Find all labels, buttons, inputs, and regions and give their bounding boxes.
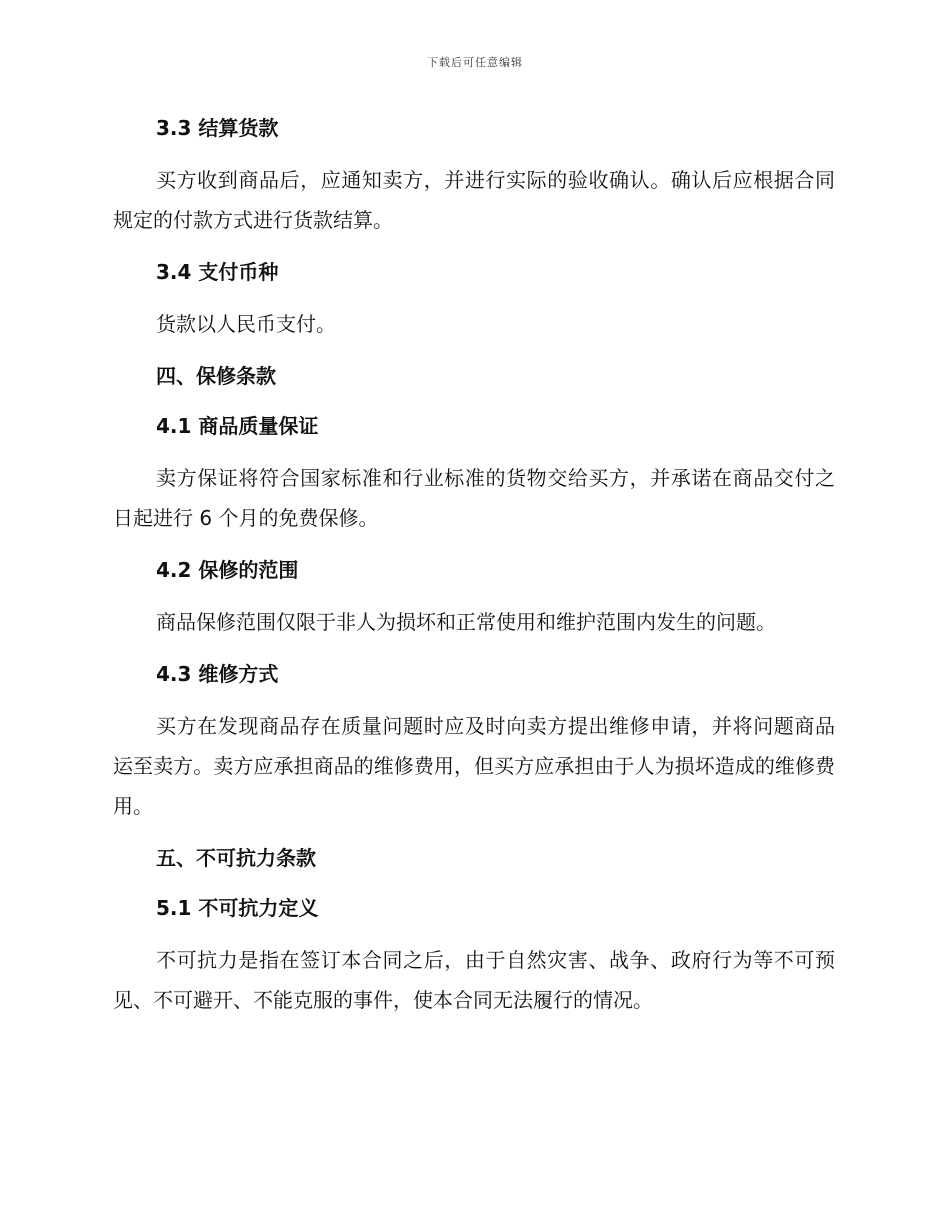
paragraph-4-3: 买方在发现商品存在质量问题时应及时向卖方提出维修申请，并将问题商品运至卖方。卖方应承担商品的维修费用，但买方应承担由于人为损坏造成的维修费用。 — [113, 714, 835, 818]
section-heading-4-3: 4.3 维修方式 — [156, 662, 279, 686]
paragraph-4-1: 卖方保证将符合国家标准和行业标准的货物交给买方，并承诺在商品交付之日起进行 6 个月的免费保修。 — [113, 466, 835, 530]
section-heading-4-2: 4.2 保修的范围 — [156, 558, 299, 582]
document-body — [113, 110, 835, 1020]
section-heading-5-1: 5.1 不可抗力定义 — [156, 896, 319, 920]
paragraph-5-1: 不可抗力是指在签订本合同之后，由于自然灾害、战争、政府行为等不可预见、不可避开、不能克服的事件，使本合同无法履行的情况。 — [113, 948, 835, 1012]
chapter-heading-4: 四、保修条款 — [156, 364, 276, 388]
section-heading-3-4: 3.4 支付币种 — [156, 260, 279, 284]
paragraph-3-4: 货款以人民币支付。 — [156, 312, 336, 336]
chapter-heading-5: 五、不可抗力条款 — [156, 846, 316, 870]
page-header: 下载后可任意编辑 — [427, 56, 523, 69]
section-heading-3-3: 3.3 结算货款 — [156, 116, 279, 140]
paragraph-4-2: 商品保修范围仅限于非人为损坏和正常使用和维护范围内发生的问题。 — [156, 610, 776, 634]
paragraph-3-3: 买方收到商品后，应通知卖方，并进行实际的验收确认。确认后应根据合同规定的付款方式进行货款结算。 — [113, 168, 835, 232]
section-heading-4-1: 4.1 商品质量保证 — [156, 414, 319, 438]
